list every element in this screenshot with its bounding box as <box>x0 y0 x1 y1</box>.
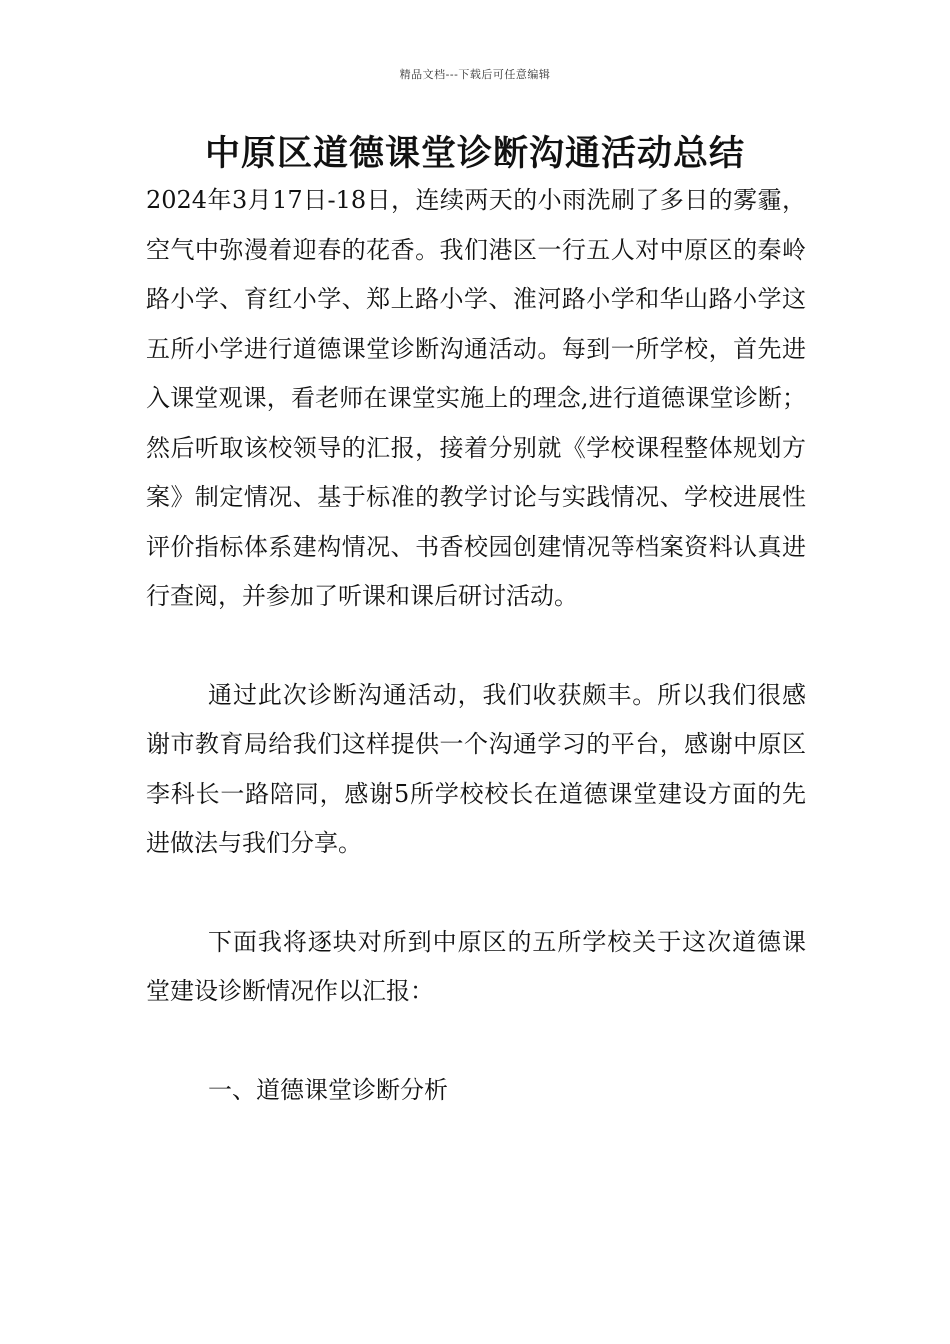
paragraph-spacer <box>146 622 806 671</box>
document-title: 中原区道德课堂诊断沟通活动总结 <box>204 134 745 174</box>
paragraph-report-intro: 下面我将逐块对所到中原区的五所学校关于这次道德课堂建设诊断情况作以汇报： <box>146 927 806 1005</box>
page-header-note: 精品文档---下载后可任意编辑 <box>399 68 551 81</box>
section-heading: 一、道德课堂诊断分析 <box>208 1075 448 1104</box>
document-body <box>146 176 806 1115</box>
paragraph-thanks: 通过此次诊断沟通活动，我们收获颇丰。所以我们很感谢市教育局给我们这样提供一个沟通学习的平台，感谢中原区李科长一路陪同，感谢5所学校校长在道德课堂建设方面的先进做法与我们分享。 <box>146 680 806 857</box>
paragraph-spacer <box>146 1017 806 1066</box>
paragraph-spacer <box>146 869 806 918</box>
paragraph-intro: 2024年3月17日-18日，连续两天的小雨洗刷了多日的雾霾，空气中弥漫着迎春的花香。我们港区一行五人对中原区的秦岭路小学、育红小学、郑上路小学、淮河路小学和华山路小学这五所小学进行道德课堂诊断沟通活动。每到一所学校，首先进入课堂观课，看老师在课堂实施上的理念,进行道德课堂诊断；然后听取该校领导的汇报，接着分别就《学校课程整体规划方案》制定情况、基于标准的教学讨论与实践情况、学校进展性评价指标体系建构情况、书香校园创建情况等档案资料认真进行查阅，并参加了听课和课后研讨活动。 <box>146 186 806 610</box>
